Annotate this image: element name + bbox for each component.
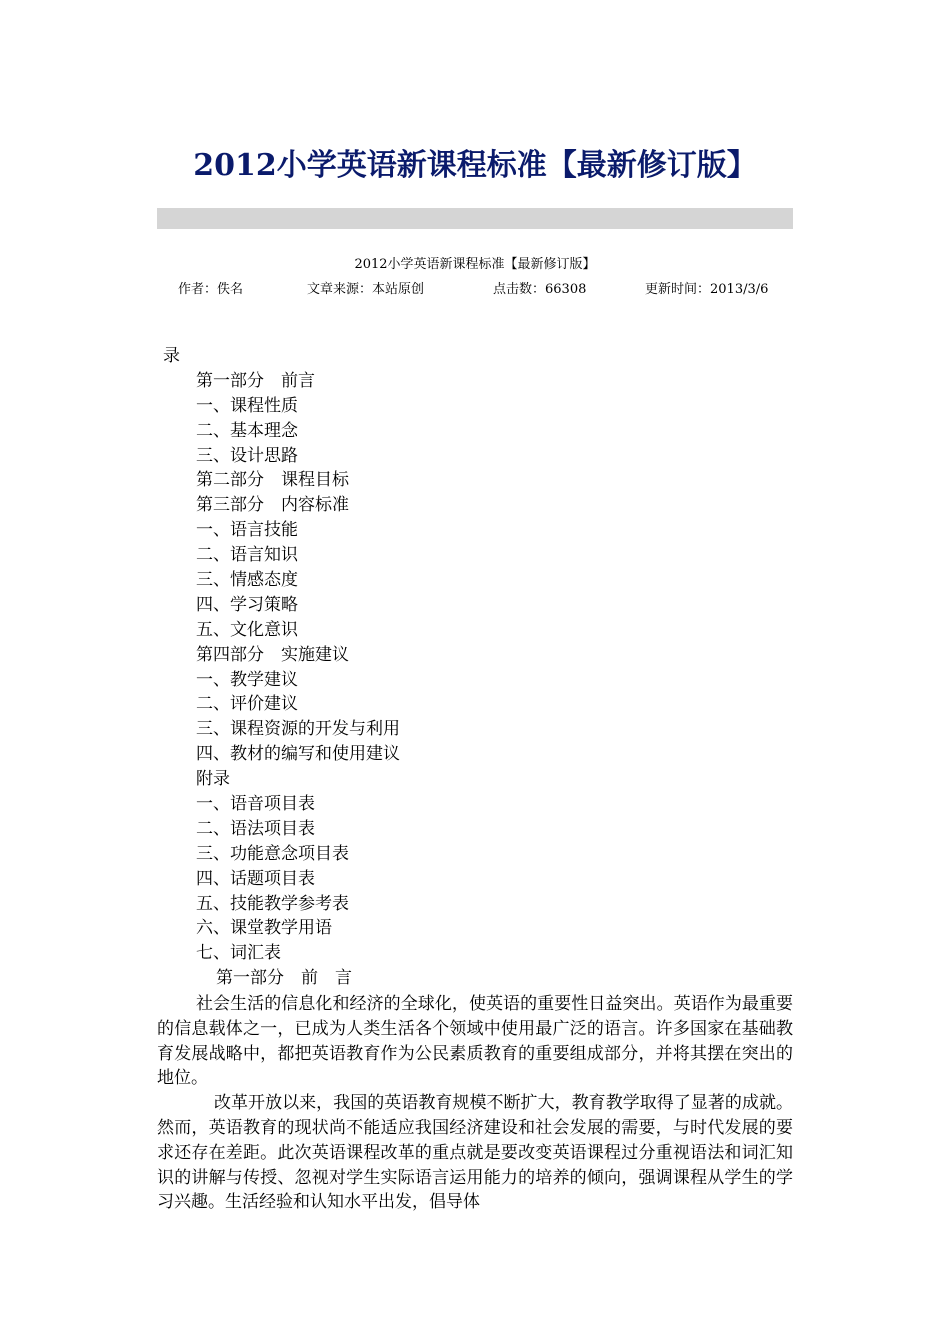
toc-item: 第四部分 实施建议 xyxy=(196,644,349,665)
toc-item: 一、教学建议 xyxy=(196,669,298,690)
toc-item: 五、文化意识 xyxy=(196,619,298,640)
toc-item: 第二部分 课程目标 xyxy=(196,470,349,491)
meta-source: 文章来源：本站原创 xyxy=(307,282,425,297)
meta-author: 作者：佚名 xyxy=(178,282,244,297)
page-title: 2012小学英语新课程标准【最新修订版】 xyxy=(193,148,757,183)
body-paragraph: 社会生活的信息化和经济的全球化，使英语的重要性日益突出。英语作为最重要的信息载体之一，已成为人类生活各个领域中使用最广泛的语言。许多国家在基础教育发展战略中，都把英语教育作为公民素质教育的重要组成部分，并将其摆在突出的地位。 xyxy=(157,994,793,1089)
toc-item: 四、教材的编写和使用建议 xyxy=(196,744,400,765)
body-paragraph: 改革开放以来，我国的英语教育规模不断扩大，教育教学取得了显著的成就。然而，英语教育的现状尚不能适应我国经济建设和社会发展的需要，与时代发展的要求还存在差距。此次英语课程改革的重点就是要改变英语课程过分重视语法和词汇知识的讲解与传授、忽视对学生实际语言运用能力的培养的倾向，强调课程从学生的学习兴趣。生活经验和认知水平出发，倡导体 xyxy=(157,1093,793,1213)
toc-item: 四、学习策略 xyxy=(196,594,298,615)
toc-item: 一、语音项目表 xyxy=(196,794,315,815)
toc-item: 二、语言知识 xyxy=(196,545,298,566)
toc-item: 七、词汇表 xyxy=(196,943,281,964)
table-of-contents xyxy=(157,344,400,991)
toc-item: 二、评价建议 xyxy=(196,694,298,715)
meta-clicks: 点击数：66308 xyxy=(493,282,587,297)
toc-item: 附录 xyxy=(196,769,230,790)
meta-updated: 更新时间：2013/3/6 xyxy=(645,282,769,297)
toc-item: 四、话题项目表 xyxy=(196,868,315,889)
toc-item: 第三部分 内容标准 xyxy=(196,495,349,516)
toc-item: 录 xyxy=(163,346,180,366)
title-divider-bar xyxy=(157,208,793,229)
toc-item: 二、基本理念 xyxy=(196,420,298,441)
toc-item: 第一部分 前 言 xyxy=(216,968,352,989)
toc-item: 三、设计思路 xyxy=(196,445,298,466)
toc-item: 第一部分 前言 xyxy=(196,370,315,391)
toc-item: 五、技能教学参考表 xyxy=(196,893,349,914)
toc-item: 一、课程性质 xyxy=(196,395,298,416)
toc-item: 二、语法项目表 xyxy=(196,818,315,839)
article-body xyxy=(157,992,793,1215)
toc-item: 六、课堂教学用语 xyxy=(196,918,332,939)
toc-item: 三、情感态度 xyxy=(196,570,298,591)
toc-item: 三、课程资源的开发与利用 xyxy=(196,719,400,740)
article-subtitle: 2012小学英语新课程标准【最新修订版】 xyxy=(354,257,596,272)
toc-item: 三、功能意念项目表 xyxy=(196,843,349,864)
toc-item: 一、语言技能 xyxy=(196,520,298,541)
